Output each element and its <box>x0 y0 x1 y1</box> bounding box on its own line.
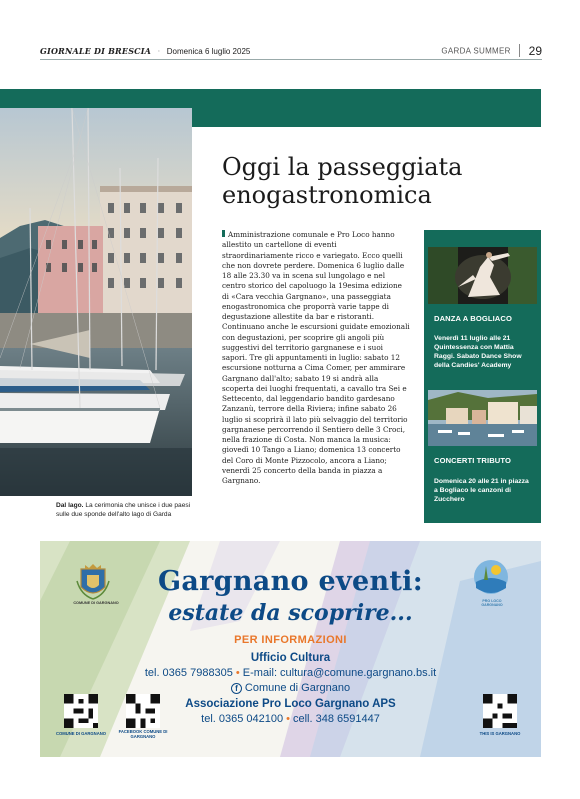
info-label: PER INFORMAZIONI <box>234 634 347 646</box>
newspaper-name: GIORNALE DI BRESCIA <box>40 46 152 56</box>
association-cell: cell. 348 6591447 <box>292 713 380 725</box>
association-contacts <box>40 713 541 725</box>
office-name: Ufficio Cultura <box>250 652 331 664</box>
bullet-dot: • <box>286 713 290 725</box>
section-name: GARDA SUMMER <box>441 46 511 56</box>
events-advertisement <box>40 541 541 757</box>
title-line-1: Oggi la passeggiata <box>222 153 463 181</box>
facebook-icon: f <box>231 683 242 694</box>
facebook-line <box>40 682 541 694</box>
facebook-page: Comune di Gargnano <box>244 682 351 694</box>
crest-label: COMUNE DI GARGNANO <box>73 601 119 605</box>
office-email: E-mail: cultura@comune.gargnano.bs.it <box>242 667 437 679</box>
qr3-label: THIS IS GARGNANO <box>479 731 521 736</box>
issue-date: Domenica 6 luglio 2025 <box>166 47 251 56</box>
event-title-concerts: CONCERTI TRIBUTO <box>434 456 511 465</box>
article-body <box>222 230 410 486</box>
page-number: 29 <box>528 43 542 58</box>
village-photo <box>428 390 537 446</box>
office-contacts <box>40 667 541 679</box>
qr-code-icon <box>483 694 517 728</box>
ad-title: Gargnano eventi: <box>158 566 423 597</box>
ad-subtitle: estate da scoprire... <box>168 600 413 626</box>
qr-code-icon <box>64 694 98 728</box>
qr1-label: COMUNE DI GARGNANO <box>55 731 107 736</box>
header-separator: · <box>157 47 161 56</box>
header-left <box>40 46 250 56</box>
association-name: Associazione Pro Loco Gargnano APS <box>185 698 396 710</box>
caption-text: La cerimonia che unisce i due paesi sulle due sponde dell'alto lago di Garda <box>56 502 191 518</box>
event-title-dance: DANZA A BOGLIACO <box>434 314 512 323</box>
paragraph-marker <box>222 230 225 237</box>
association-phone: tel. 0365 042100 <box>201 713 284 725</box>
header-right <box>441 42 542 60</box>
event-text-dance: Venerdì 11 luglio alle 21 Quintessenza con Mattia Raggi. Sabato Dance Show della Candies' Academy <box>434 335 522 369</box>
photo-caption <box>56 501 196 519</box>
page-header <box>40 40 542 62</box>
header-rule <box>40 59 542 60</box>
qr2-label: FACEBOOK COMUNE DI GARGNANO <box>118 729 168 739</box>
article-text: Amministrazione comunale e Pro Loco hanno allestito un cartellone di eventi straordinariamente ricco e variegato. Ecco quelli che non dovrete perdere. Domenica 6 luglio dalle 18 alle 23.30 va in scena sul lungolago e nel centro storico del capoluogo la 19esima edizione di «Cara vecchia Gargnano», una passeggiata enogastronomica che proporrà varie tappe di degustazione allestite da bar e ristoranti. Continuano anche le escursioni guidate emozionali con degustazioni, per scoprire gli angoli più suggestivi del territorio gargnanese e i suoi sapori. Tre gli appuntamenti in luglio: sabato 12 escursione notturna a Cima Comer, per ammirare Gargnano dall'alto; sabato 19 si andrà alla scoperta dei luoghi frequentati, a cavallo tra Sei e Settecento, dal leggendario bandito gardesano Zanzanù, terrore della Riviera; infine sabato 26 luglio si scoprirà il lato più selvaggio del territorio gargnanese percorrendo il Sentiero delle 3 Croci, nella frazione di Costa. Non manca la musica: giovedì 10 Tango a Liano; domenica 13 concerto del Coro di Monte Pizzocolo, ancora a Liano; venerdì 25 concerto della banda in piazza a Gargnano. <box>222 230 410 485</box>
header-divider <box>519 44 520 57</box>
caption-lead: Dal lago. <box>56 502 84 509</box>
qr-code-icon <box>126 694 160 728</box>
events-sidebar <box>424 230 541 523</box>
article-title <box>222 153 522 209</box>
pro-loco-label: PRO LOCO GARGNANO <box>481 599 503 607</box>
event-text-concerts: Domenica 20 alle 21 in piazza a Bogliaco le canzoni di Zucchero <box>434 478 529 503</box>
dance-photo <box>428 247 537 304</box>
office-phone: tel. 0365 7988305 <box>144 667 233 679</box>
harbor-photo <box>0 108 192 496</box>
bullet-dot: • <box>235 667 240 679</box>
title-line-2: enogastronomica <box>222 181 432 209</box>
